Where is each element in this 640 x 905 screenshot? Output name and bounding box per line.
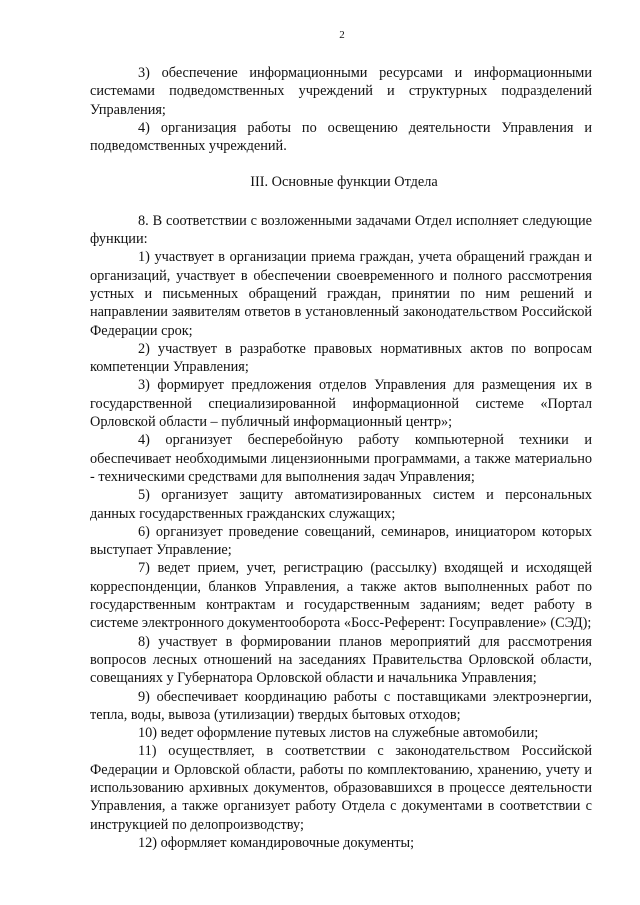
function-item-7: 7) ведет прием, учет, регистрацию (рассылку) входящей и исходящей корреспонденции, бланков Управления, а также актов выполненных работ по государственным контрактам и государственным заданиям; ведет работу в системе электронного документооборота «Босс-Референт: Госуправление» (СЭД); — [90, 560, 592, 632]
function-item-9: 9) обеспечивает координацию работы с поставщиками электроэнергии, тепла, воды, вывоза (утилизации) твердых бытовых отходов; — [90, 688, 592, 723]
function-item-8: 8) участвует в формировании планов мероприятий для рассмотрения вопросов лесных отношений на заседаниях Правительства Орловской области, совещаниях у Губернатора Орловской области и начальника Управления; — [90, 633, 592, 687]
function-item-10: 10) ведет оформление путевых листов на служебные автомобили; — [138, 725, 539, 742]
section-title: III. Основные функции Отдела — [250, 174, 438, 191]
function-item-11: 11) осуществляет, в соответствии с законодательством Российской Федерации и Орловской области, работы по комплектованию, хранению, учету и использованию архивных документов, образовавшихся в процессе деятельности Управления, а также организует работу Отдела с документами в соответствии с инструкцией по делопроизводству; — [90, 743, 592, 833]
intro-item-3: 3) обеспечение информационными ресурсами и информационными системами подведомственных учреждений и структурных подразделений Управления; — [90, 65, 592, 118]
section-lead: 8. В соответствии с возложенными задачами Отдел исполняет следующие функции: — [90, 212, 592, 248]
function-item-6: 6) организует проведение совещаний, семинаров, инициатором которых выступает Управление; — [90, 523, 592, 559]
function-item-5: 5) организует защиту автоматизированных систем и персональных данных государственных гражданских служащих; — [90, 487, 592, 522]
function-item-3: 3) формирует предложения отделов Управления для размещения их в государственной специализированной информационной системе «Портал Орловской области – публичный информационный центр»; — [90, 377, 592, 431]
page-number: 2 — [339, 29, 345, 41]
intro-item-4: 4) организация работы по освещению деятельности Управления и подведомственных учреждений. — [90, 119, 592, 155]
document-page — [90, 28, 592, 852]
function-item-12: 12) оформляет командировочные документы; — [138, 834, 415, 851]
function-item-1: 1) участвует в организации приема граждан, учета обращений граждан и организаций, участвует в обеспечении своевременного и полного рассмотрения устных и письменных обращений граждан, принятии по ним решений и направлении заявителям ответов в установленный законодательством Российской Федерации срок; — [90, 249, 592, 339]
function-item-4: 4) организует бесперебойную работу компьютерной техники и обеспечивает необходимыми лицензионными программами, а также материально - техническими средствами для выполнения задач Управления; — [90, 432, 592, 485]
function-item-2: 2) участвует в разработке правовых нормативных актов по вопросам компетенции Управления; — [90, 340, 592, 376]
